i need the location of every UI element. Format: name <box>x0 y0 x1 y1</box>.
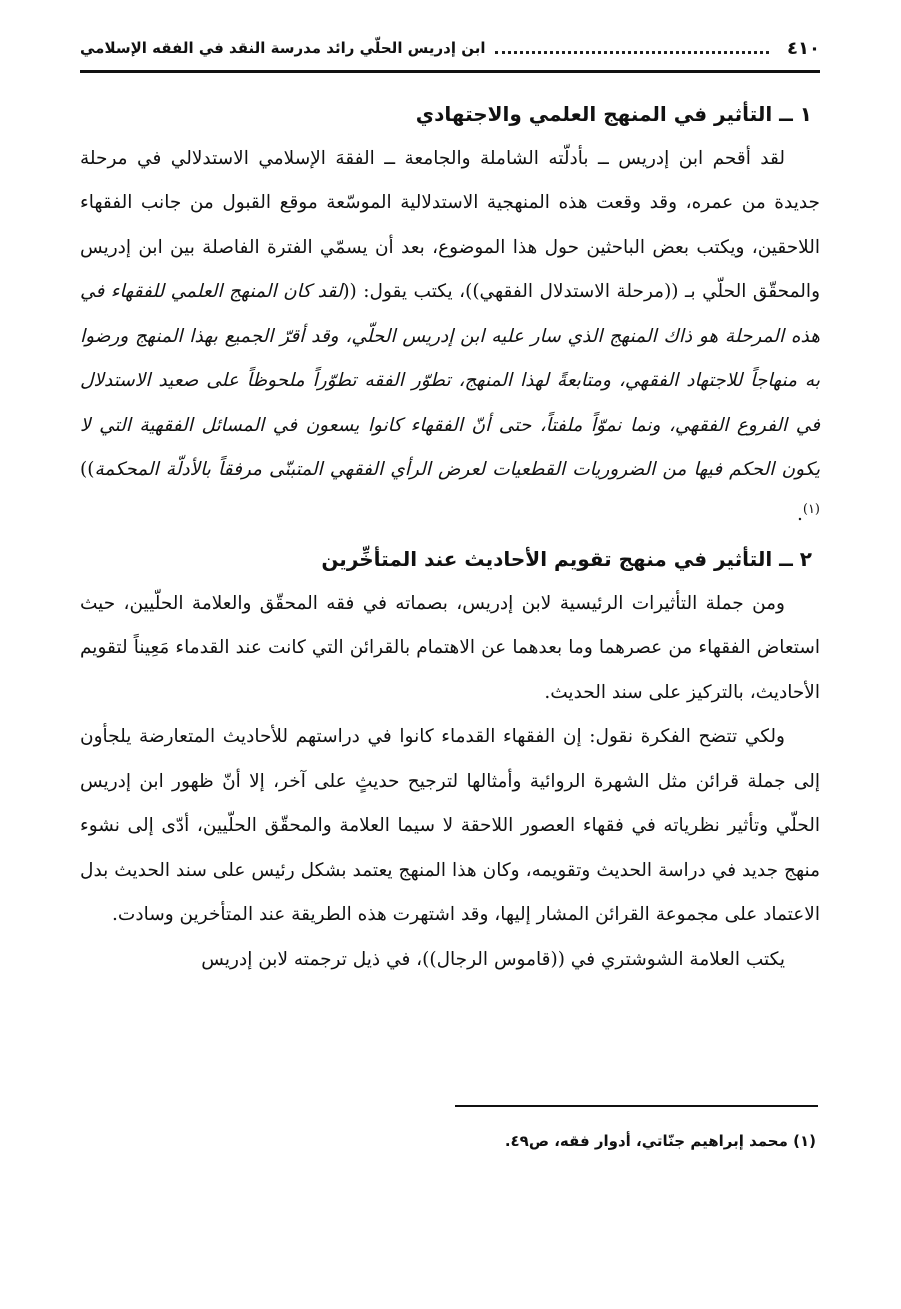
paragraph-method <box>80 137 820 538</box>
header-rule <box>80 70 820 73</box>
paragraph-intro-text: لقد أقحم ابن إدريس ــ بأدلّته الشاملة والجامعة ــ الفقهَ الإسلامي الاستدلالي في مرحلة جديدة من عمره، وقد وقعت هذه المنهجية الاستدلالية الموسّعة موقع القبول من جانب الفقهاء اللاحقين، ويكتب بعض الباحثين حول هذا الموضوع، بعد أن يسمّي الفترة الفاصلة بين ابن إدريس والمحقّق الحلّي بـ ((مرحلة الاستدلال الفقهي))، يكتب يقول: (( <box>80 147 820 302</box>
section-heading-2: ٢ ــ التأثير في منهج تقويم الأحاديث عند المتأخِّرين <box>321 547 812 571</box>
main-text <box>80 92 820 982</box>
running-title: ابن إدريس الحلّي رائد مدرسة النقد في الفقه الإسلامي <box>80 39 486 57</box>
paragraph-explanation: ولكي تتضح الفكرة نقول: إن الفقهاء القدماء كانوا في دراستهم للأحاديث المتعارضة يلجأون إلى جملة قرائن مثل الشهرة الروائية وأمثالها لترجيح حديثٍ على آخر، إلا أنّ ظهور ابن إدريس الحلّي وتأثير نظرياته في فقهاء العصور اللاحقة لا سيما العلامة والمحقّق الحلّيين، أدّى إلى نشوء منهج جديد في دراسة الحديث وتقويمه، وكان هذا المنهج يعتمد بشكل رئيس على سند الحديث بدل الاعتماد على مجموعة القرائن المشار إليها، وقد اشتهرت هذه الطريقة عند المتأخرين وسادت. <box>80 726 820 925</box>
page-number: ٤١٠ <box>787 37 820 59</box>
running-header <box>80 28 820 68</box>
quote-end-mark: . <box>796 503 803 525</box>
footnote-reference[interactable]: (١) <box>802 501 820 517</box>
footnote-1: (١) محمد إبراهيم جنّاتي، أدوار فقه، ص٤٩. <box>504 1132 816 1150</box>
section-heading-1: ١ ــ التأثير في المنهج العلمي والاجتهادي <box>415 102 812 126</box>
header-dot-leader <box>495 50 769 54</box>
paragraph-influence: ومن جملة التأثيرات الرئيسية لابن إدريس، بصماته في فقه المحقّق والعلامة الحلّيين، حيث استعاض الفقهاء من عصرهما وما بعدهما عن الاهتمام بالقرائن التي كانت عند القدماء مَعِيناً لتقويم الأحاديث، بالتركيز على سند الحديث. <box>80 592 820 703</box>
block-quotation: لقد كان المنهج العلمي للفقهاء في هذه المرحلة هو ذاك المنهج الذي سار عليه ابن إدريس الحلّي، وقد أقرّ الجميع بهذا المنهج ورضوا به منهاجاً للاجتهاد الفقهي، ومتابعةً لهذا المنهج، تطوّر الفقه تطوّراً ملحوظاً على صعيد الاستدلال في الفروع الفقهي، ونما نموّاً ملفتاً، حتى أنّ الفقهاء كانوا يسعون في المسائل الفقهية التي لا يكون الحكم فيها من الضروريات القطعيات لعرض الرأي الفقهي المتبنّى مرفقاً بالأدلّة المحكمة <box>80 281 820 480</box>
footnote-rule <box>455 1105 818 1107</box>
paragraph-shushtari: يكتب العلامة الشوشتري في ((قاموس الرجال))، في ذيل ترجمته لابن إدريس <box>201 948 785 970</box>
quote-close-mark: )) <box>80 459 95 480</box>
